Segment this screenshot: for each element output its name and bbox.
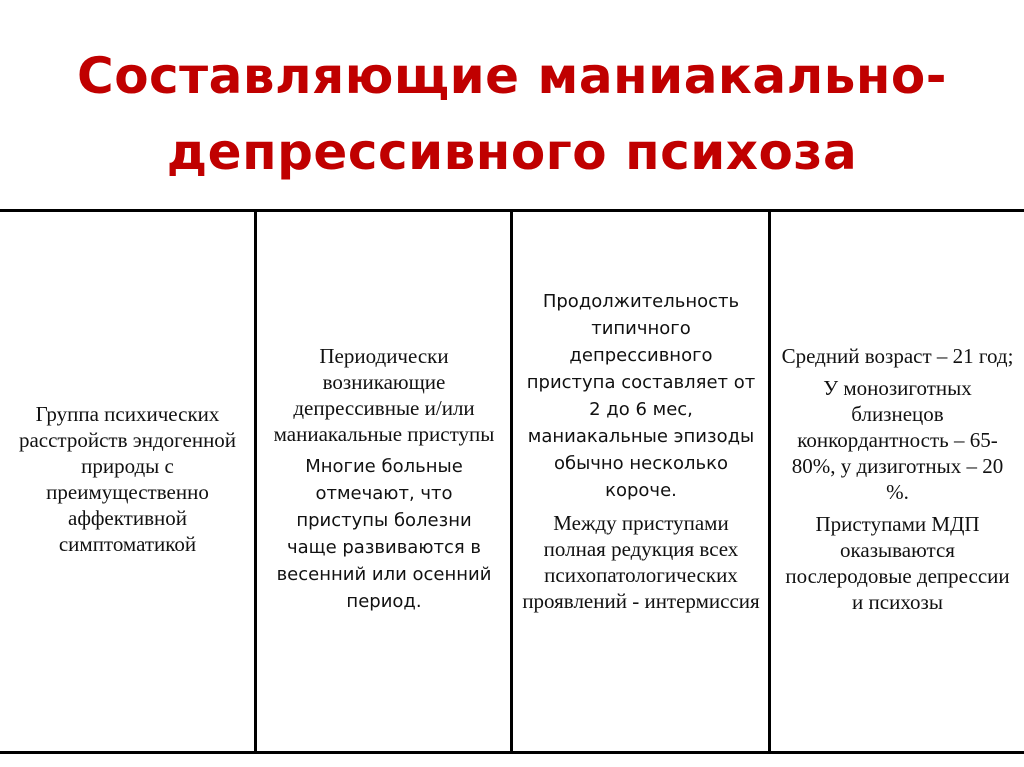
title-line-2: депрессивного психоза [166,123,858,181]
components-table [0,209,1024,754]
age-text: Средний возраст – 21 год; [781,343,1014,368]
episodes-text: Периодически возникающие депрессивные и/или маниакальные приступы [273,343,495,446]
column-epidemiology [771,212,1024,751]
column-definition [0,212,255,751]
column-episodes [257,212,511,751]
title-line-1: Составляющие маниакально- [77,47,947,105]
seasonality-text: Многие больные отмечают, что приступы болезни чаще развиваются в весенний или осенний период. [276,455,492,612]
intermission-text: Между приступами полная редукция всех психопатологических проявлений - интермиссия [522,511,760,613]
twins-text: У монозиготных близнецов конкордантность – 65-80%, у дизиготных – 20 %. [791,375,1004,504]
slide-title [0,38,1024,190]
column-duration [513,212,769,751]
definition-text: Группа психических расстройств эндогенной природы с преимущественно аффективной симптоматикой [18,401,237,556]
postpartum-text: Приступами МДП оказываются послеродовые депрессии и психозы [785,511,1010,614]
duration-text: Продолжительность типичного депрессивного приступа составляет от 2 до 6 мес, маниакальные эпизоды обычно несколько короче. [526,291,756,501]
